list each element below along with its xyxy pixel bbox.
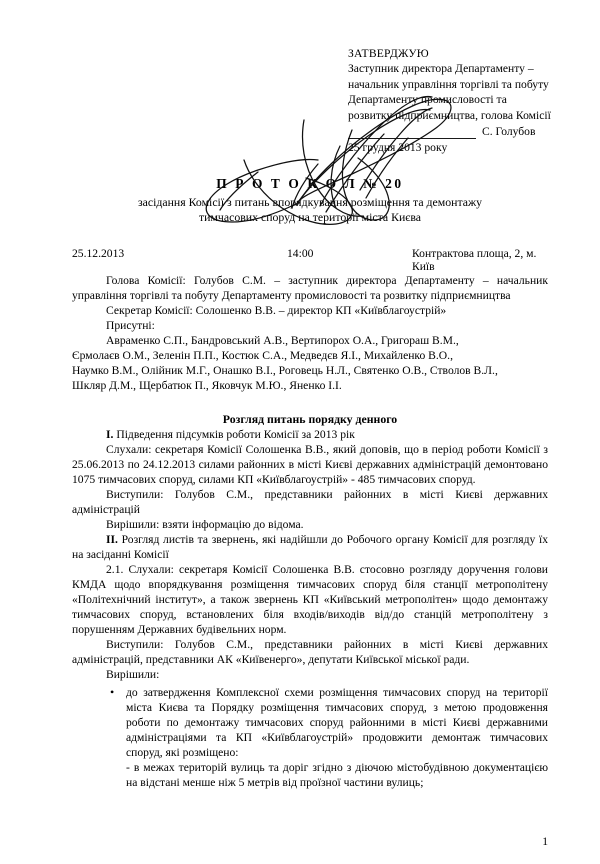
signature-rule — [348, 127, 476, 139]
item-2-heading-text: Розгляд листів та звернень, які надійшли до Робочого органу Комісії для розгляду їх на засіданні Комісії — [72, 533, 548, 562]
page-title: П Р О Т О К О Л № 20 — [216, 175, 404, 191]
item-2-1-number: 2.1. — [106, 563, 124, 577]
attendees-label: Присутні: — [106, 319, 155, 333]
item-2-number: II. — [106, 533, 118, 547]
signature-row — [348, 124, 548, 139]
approval-heading: ЗАТВЕРДЖУЮ — [348, 47, 429, 60]
item-1-spoke: Виступили: Голубов С.М., представники районних в місті Києві державних адміністрацій — [72, 488, 548, 517]
item-2-decisions-list — [72, 685, 548, 760]
subtitle-line-2: тимчасових споруд на території міста Києва — [198, 210, 422, 225]
agenda-heading: Розгляд питань порядку денного — [222, 412, 398, 427]
meeting-time: 14:00 — [287, 247, 314, 261]
chair-paragraph: Голова Комісії: Голубов С.М. – заступник директора Департаменту – начальник управління торгівлі та побуту Департаменту промисловості та розвитку підприємництва — [72, 274, 548, 303]
attendees-line-3: Наумко В.М., Олійник М.Г., Онашко В.І., Роговець Н.Л., Святенко О.В., Стволов В.Л., — [72, 364, 498, 378]
approval-line-1: Заступник директора Департаменту – — [348, 62, 534, 76]
attendees-line-1: Авраменко С.П., Бандровський А.В., Вертипорох О.А., Григораш В.М., — [106, 334, 459, 348]
approval-line-4: розвитку підприємництва, голова Комісії — [348, 108, 551, 122]
item-1-decided: Вирішили: взяти інформацію до відома. — [106, 518, 304, 532]
attendees-line-2: Єрмолаєв О.М., Зеленін П.П., Костюк С.А., Медведєв Я.І., Михайленко В.О., — [72, 349, 453, 363]
secretary-paragraph: Секретар Комісії: Солошенко В.В. – директор КП «Київблагоустрій» — [106, 304, 447, 318]
item-2-decided-label: Вирішили: — [106, 668, 160, 682]
approval-line-2: начальник управління торгівлі та побуту — [348, 77, 549, 91]
item-1-heading — [72, 427, 548, 442]
item-2-1-heard — [72, 562, 548, 637]
page-number: 1 — [542, 835, 548, 848]
approval-date: 25 грудня 2013 року — [348, 141, 448, 155]
item-1-number: I. — [106, 428, 114, 442]
meeting-date: 25.12.2013 — [72, 247, 125, 261]
item-1-heard: Слухали: секретаря Комісії Солошенка В.В., який доповів, що в період роботи Комісії з 25.06.2013 по 24.12.2013 силами районних в місті Києві державних адміністрацій демонтовано 1075 тимчасових споруд, силами КП «Київблагоустрій» - 485 тимчасових споруд. — [72, 443, 548, 487]
item-1-heading-text: Підведення підсумків роботи Комісії за 2013 рік — [113, 428, 355, 442]
meta-row — [72, 247, 548, 273]
item-2-heading — [72, 532, 548, 562]
item-2-1-heard-text: Слухали: секретаря Комісії Солошенка В.В. стосовно розгляду доручення голови КМДА щодо впорядкування розміщення тимчасових споруд біля станції метрополітену «Політехнічний інститут», а також звернень КП «Київський метрополітен» щодо демонтажу тимчасових споруд, встановлених біля входів/виходів від/до станцій метрополітену з порушенням Державних будівельних норм. — [72, 563, 548, 637]
item-2-spoke: Виступили: Голубов С.М., представники районних в місті Києві державних адміністрацій, представники АК «Київенерго», депутати Київської міської ради. — [72, 638, 548, 667]
signer-name: С. Голубов — [482, 125, 536, 139]
list-item: • до затвердження Комплексної схеми розміщення тимчасових споруд на території міста Києва та Порядку розміщення тимчасових споруд, з метою продовження роботи по демонтажу тимчасових споруд районними в місті Києві державними адміністраціями та КП «Київблагоустрій» продовжити демонтаж тимчасових споруд, які розміщено: — [126, 685, 548, 760]
meeting-place: Контрактова площа, 2, м. Київ — [412, 247, 537, 274]
item-2-sub-condition-1: - в межах територій вулиць та доріг згідно з діючою містобудівною документацією на відстані менше ніж 5 метрів від проїзної частини вулиць; — [126, 761, 548, 790]
approval-line-3: Департаменту промисловості та — [348, 93, 507, 107]
attendees-line-4: Шкляр Д.М., Щербатюк П., Яковчук М.Ю., Яненко І.І. — [72, 379, 342, 393]
page-subtitle — [72, 195, 548, 226]
approval-block — [348, 46, 551, 156]
subtitle-line-1: засідання Комісії з питань впорядкування розміщення та демонтажу — [137, 194, 483, 209]
